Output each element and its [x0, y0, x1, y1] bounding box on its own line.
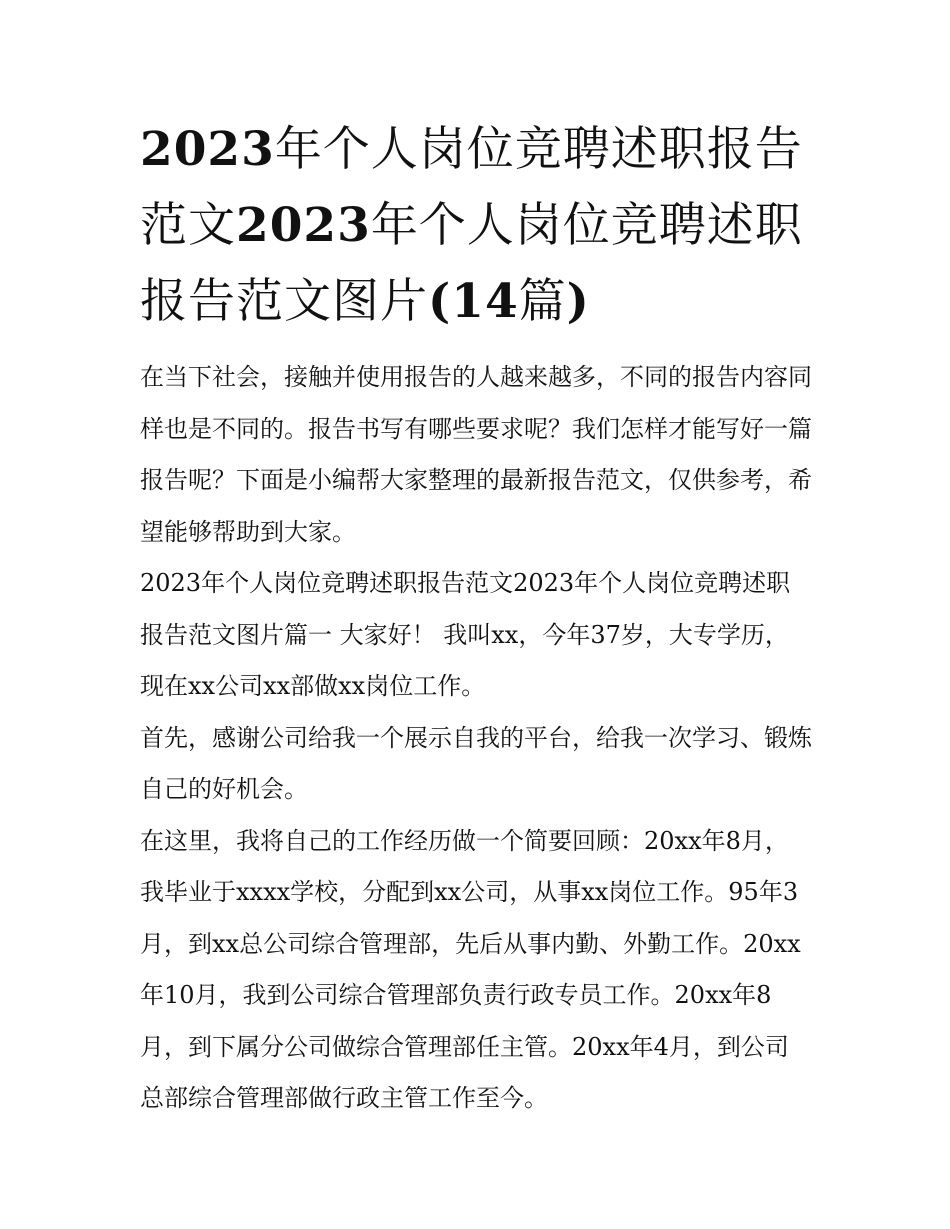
paragraph-work-history: 在这里，我将自己的工作经历做一个简要回顾：20xx年8月，我毕业于xxxx学校，分配到xx公司，从事xx岗位工作。95年3月，到xx总公司综合管理部，先后从事内勤、外勤工作。20xx年10月，我到公司综合管理部负责行政专员工作。20xx年8月，到下属分公司做综合管理部任主管。20xx年4月，到公司总部综合管理部做行政主管工作至今。 — [140, 826, 801, 1112]
document-title: 2023年个人岗位竞聘述职报告范文2023年个人岗位竞聘述职报告范文图片(14篇) — [140, 122, 803, 329]
paragraph-thanks: 首先，感谢公司给我一个展示自我的平台，给我一次学习、锻炼自己的好机会。 — [140, 723, 812, 803]
document-content — [140, 112, 812, 1125]
paragraph-intro: 在当下社会，接触并使用报告的人越来越多，不同的报告内容同样也是不同的。报告书写有哪些要求呢？我们怎样才能写好一篇报告呢？下面是小编帮大家整理的最新报告范文，仅供参考，希望能够帮助到大家。 — [140, 363, 812, 546]
paragraph-self-introduction: 2023年个人岗位竞聘述职报告范文2023年个人岗位竞聘述职报告范文图片篇一 大家好！ 我叫xx，今年37岁，大专学历，现在xx公司xx部做xx岗位工作。 — [140, 569, 791, 700]
document-body — [140, 352, 812, 1125]
